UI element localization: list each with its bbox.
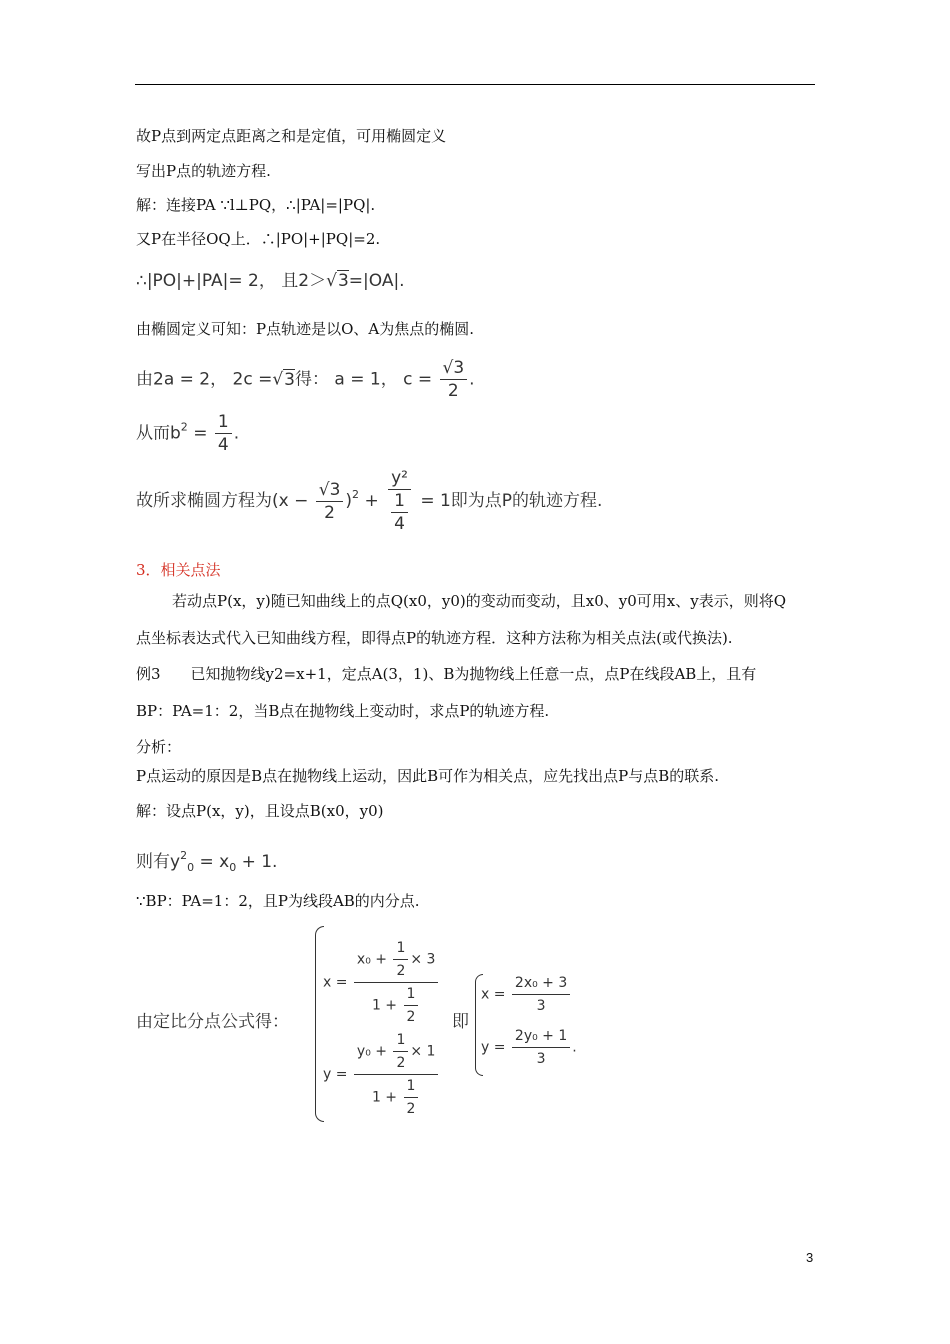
- fraction-numerator: 1: [393, 938, 408, 960]
- fraction-denominator: 3: [536, 1051, 546, 1067]
- fraction-numerator: 2x₀ + 3: [512, 973, 570, 995]
- math-line: [136, 846, 277, 878]
- math-text: .: [233, 423, 240, 444]
- fraction-denominator: 2: [396, 963, 406, 979]
- fraction-numerator: y²: [388, 468, 411, 490]
- math-text: = x: [199, 852, 230, 872]
- fraction-denominator: [369, 1075, 423, 1119]
- fraction-numerator: [354, 938, 439, 983]
- text-line: 故P点到两定点距离之和是定值，可用椭圆定义: [136, 127, 447, 145]
- fraction-denominator: 2: [406, 1009, 416, 1025]
- fraction-numerator: 1: [404, 984, 419, 1006]
- math-text: 故所求椭圆方程为(x −: [136, 491, 309, 511]
- fraction: [393, 938, 408, 981]
- fraction: [354, 1030, 439, 1119]
- text-line: BP：PA=1：2，当B点在抛物线上变动时，求点P的轨迹方程.: [136, 702, 550, 720]
- fraction-denominator: 2: [406, 1101, 416, 1117]
- fraction: [512, 973, 570, 1016]
- fraction-numerator: 1: [215, 412, 232, 434]
- math-line: 由2a = 2， 2c =√3得： a = 1， c = $\frac{√3}{2}$ .: [136, 358, 475, 401]
- fraction-numerator: 1: [393, 1030, 408, 1052]
- math-text: x =: [323, 974, 348, 991]
- math-text: 由2a = 2， 2c =: [136, 369, 273, 390]
- fraction-denominator: 4: [394, 514, 405, 534]
- math-text: 即: [452, 1012, 469, 1032]
- fraction-numerator: [354, 1030, 439, 1075]
- fraction: [316, 480, 344, 523]
- math-text: 3: [337, 271, 349, 291]
- superscript: 2: [180, 420, 188, 434]
- math-line: [136, 412, 239, 455]
- superscript: 2: [180, 849, 188, 862]
- math-text: ): [345, 491, 353, 511]
- text-line: 由椭圆定义可知：P点轨迹是以O、A为焦点的椭圆.: [136, 320, 474, 338]
- math-text: y =: [481, 1039, 506, 1056]
- fraction-denominator: 4: [217, 435, 229, 455]
- math-text: .: [572, 1039, 577, 1056]
- math-text: 得： a = 1， c =: [295, 369, 433, 390]
- text-line: 解：设点P(x，y)，且设点B(x0，y0): [136, 802, 384, 820]
- fraction: [512, 1026, 570, 1069]
- math-line: [136, 468, 602, 534]
- page-number: 3: [806, 1250, 814, 1265]
- fraction-denominator: 3: [536, 998, 546, 1014]
- fraction-denominator: [386, 490, 413, 534]
- subscript: 0: [229, 861, 237, 874]
- math-text: = 1即为点P的轨迹方程.: [420, 491, 603, 511]
- math-text: y₀ +: [356, 1043, 387, 1060]
- fraction: [354, 938, 439, 1027]
- text-line: ∵BP：PA=1：2，且P为线段AB的内分点.: [136, 892, 420, 910]
- text-line: 写出P点的轨迹方程.: [136, 162, 271, 180]
- math-text: 由定比分点公式得：: [136, 1012, 289, 1032]
- math-line: ∴|PO|+|PA|= 2， 且2＞√3=|OA|.: [136, 271, 405, 291]
- math-text: +: [364, 491, 379, 511]
- math-text: 则有y: [136, 852, 181, 872]
- text-line: 解：连接PA ∵l⊥PQ，∴|PA|=|PQ|.: [136, 196, 376, 214]
- fraction: [215, 412, 232, 455]
- fraction: [393, 1030, 408, 1073]
- superscript: 2: [352, 488, 360, 501]
- fraction-numerator: 2y₀ + 1: [512, 1026, 570, 1048]
- fraction-numerator: 1: [404, 1076, 419, 1098]
- text-line: 分析：: [136, 738, 182, 756]
- fraction-numerator: √3: [440, 358, 468, 380]
- equation-y: [481, 1026, 577, 1069]
- fraction-denominator: 2: [447, 381, 459, 401]
- fraction-numerator: √3: [316, 480, 344, 502]
- fraction: [386, 468, 413, 534]
- text-line: P点运动的原因是B点在抛物线上运动，因此B可作为相关点，应先找出点P与点B的联系.: [136, 767, 720, 785]
- fraction-denominator: 2: [324, 502, 335, 523]
- fraction-numerator: 1: [391, 491, 408, 513]
- math-text: 1 +: [371, 997, 398, 1014]
- subscript: 0: [187, 861, 195, 874]
- math-text: y =: [323, 1066, 348, 1083]
- fraction-denominator: 2: [396, 1055, 406, 1071]
- fraction: [404, 1076, 419, 1119]
- section-heading: 3．相关点法: [136, 561, 221, 579]
- text-line: 点坐标表达式代入已知曲线方程，即得点P的轨迹方程．这种方法称为相关点法(或代换法).: [136, 629, 733, 647]
- math-text: × 1: [410, 1043, 436, 1060]
- math-text: 从而b: [136, 423, 181, 444]
- equation-y: [323, 1030, 440, 1119]
- math-text: x₀ +: [356, 951, 387, 968]
- header-rule: [135, 84, 815, 85]
- fraction: [404, 984, 419, 1027]
- equation-x: [481, 973, 572, 1016]
- math-text: × 3: [410, 951, 436, 968]
- fraction: [440, 358, 468, 401]
- math-text: x =: [481, 986, 506, 1003]
- math-text: 1 +: [371, 1089, 398, 1106]
- fraction-denominator: [369, 983, 423, 1027]
- text-line: 若动点P(x，y)随已知曲线上的点Q(x0，y0)的变动而变动，且x0、y0可用x、y表示，则将Q: [172, 592, 787, 610]
- fraction: [391, 491, 408, 534]
- math-text: .: [469, 369, 475, 390]
- math-text: 3: [284, 369, 295, 390]
- math-text: ∴|PO|+|PA|= 2， 且2＞: [136, 271, 327, 291]
- math-text: =|OA|.: [348, 271, 405, 291]
- math-text: =: [193, 423, 208, 444]
- equation-x: [323, 938, 440, 1027]
- text-line: 又P在半径OQ上．∴|PO|+|PQ|=2.: [136, 230, 381, 248]
- text-line: 例3 已知抛物线y2=x+1，定点A(3，1)、B为抛物线上任意一点，点P在线段AB上，且有: [136, 665, 757, 683]
- math-text: + 1.: [241, 852, 278, 872]
